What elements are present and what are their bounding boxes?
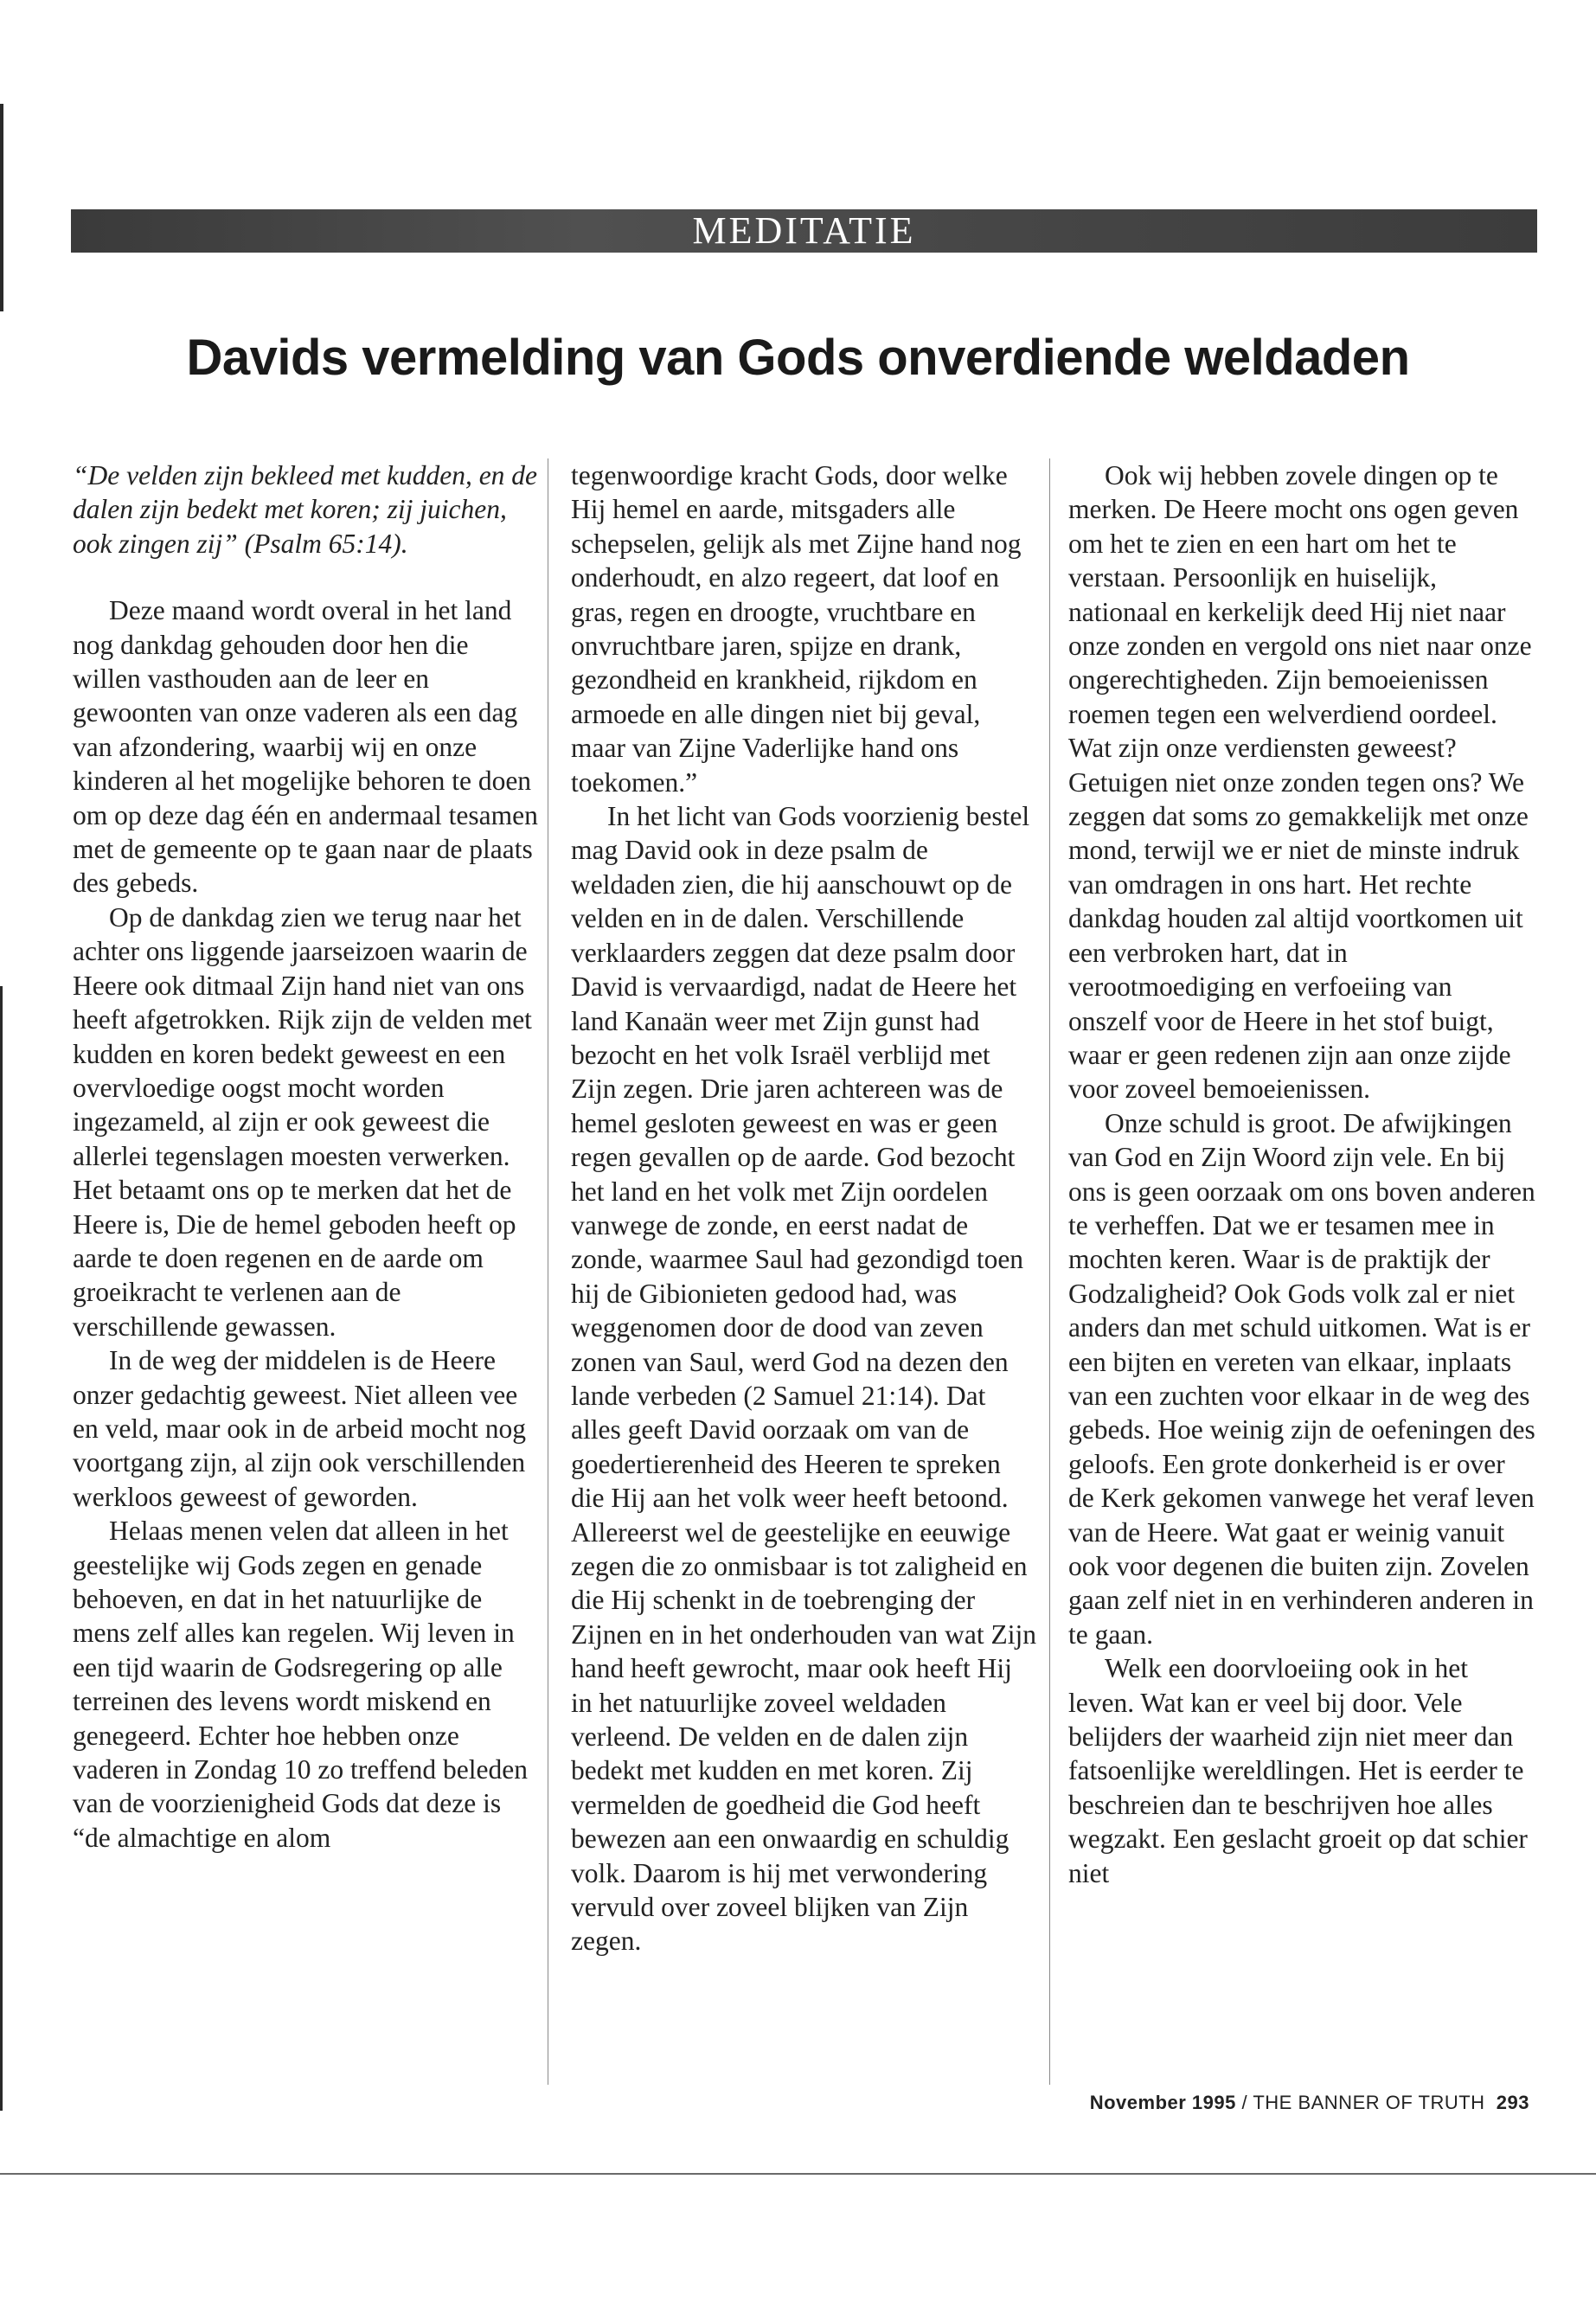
scan-edge-mark [0,986,3,2111]
paragraph: Helaas menen velen dat alleen in het geestelijke wij Gods zegen en genade behoeven, en dat in het natuurlijke de mens zelf alles kan regelen. Wij leven in een tijd waarin de Godsregering op alle terreinen des levens wordt miskend en genegeerd. Echter hoe hebben onze vaderen in Zondag 10 zo treffend beleden van de voorzienigheid Gods dat deze is “de almachtige en alom [73,1516,528,1853]
scan-edge-mark [0,104,3,311]
epigraph: “De velden zijn bekleed met kudden, en de dalen zijn bedekt met koren; zij juichen, ook zingen zij” (Psalm 65:14). [73,460,538,559]
page-number: 293 [1496,2092,1529,2113]
page-footer [1090,2092,1529,2114]
paragraph: Onze schuld is groot. De afwijkingen van God en Zijn Woord zijn vele. En bij ons is geen oorzaak om ons boven anderen te verheffen. Dat we er tesamen mee in mochten keren. Waar is de praktijk der Godzaligheid? Ook Gods volk zal er niet anders dan met schuld uitkomen. Wat is er een bijten en vereten van elkaar, inplaats van een zuchten voor elkaar in de weg des gebeds. Hoe weinig zijn de oefeningen des geloofs. Een grote donkerheid is er over de Kerk gekomen vanwege het veraf leven van de Heere. Wat gaat er weinig vanuit ook voor degenen die buiten zijn. Zovelen gaan zelf niet in en verhinderen anderen in te gaan. [1068,1107,1535,1650]
section-banner-label: MEDITATIE [692,209,916,252]
footer-publication: THE BANNER OF TRUTH [1253,2092,1485,2113]
article-title: Davids vermelding van Gods onverdiende weldaden [186,330,1410,386]
column-2 [571,458,1038,1958]
footer-date: November 1995 [1089,2092,1236,2113]
paragraph: Op de dankdag zien we terug naar het achter ons liggende jaarseizoen waarin de Heere ook ditmaal Zijn hand niet van ons heeft afgetrokken. Rijk zijn de velden met kudden en koren bedekt geweest en een overvloedige oogst mocht worden ingezameld, al zijn er ook geweest die allerlei tegenslagen moesten verwerken. Het betaamt ons op te merken dat het de Heere is, Die de hemel geboden heeft op aarde te doen regenen en de aarde om groeikracht te verlenen aan de verschillende gewassen. [73,901,532,1342]
paragraph: tegenwoordige kracht Gods, door welke Hij hemel en aarde, mitsgaders alle schepselen, gelijk als met Zijne hand nog onderhoudt, en alzo regeert, dat loof en gras, regen en droogte, vruchtbare en onvruchtbare jaren, spijze en drank, gezondheid en krankheid, rijkdom en armoede en alle dingen niet bij geval, maar van Zijne Vaderlijke hand ons toekomen.” [571,460,1022,798]
paragraph: In het licht van Gods voorzienig bestel mag David ook in deze psalm de weldaden zien, die hij aanschouwt op de velden en in de dalen. Verschillende verklaarders zeggen dat deze psalm door David is vervaardigd, nadat de Heere het land Kanaän weer met Zijn gunst had bezocht en het volk Israël verblijd met Zijn zegen. Drie jaren achtereen was de hemel gesloten geweest en was er geen regen gevallen op de aarde. God bezocht het land en het volk met Zijn oordelen vanwege de zonde, en eerst nadat de zonde, waarmee Saul had gezondigd toen hij de Gibionieten gedood had, was weggenomen door de dood van zeven zonen van Saul, werd God na dezen den lande verbeden (2 Samuel 21:14). Dat alles geeft David oorzaak om van de goedertierenheid des Heeren te spreken die Hij aan het volk weer heeft betoond. Allereerst wel de geestelijke en eeuwige zegen die zo onmisbaar is tot zaligheid en die Hij schenkt in de toebrenging der Zijnen en in het onderhouden van wat Zijn hand heeft gewrocht, maar ook heeft Hij in het natuurlijke zoveel weldaden verleend. De velden en de dalen zijn bedekt met kudden en met koren. Zij vermelden de goedheid die God heeft bewezen aan een onwaardig en schuldig volk. Daarom is hij met verwondering vervuld over zoveel blijken van Zijn zegen. [571,801,1036,1957]
bottom-rule [0,2173,1596,2175]
column-1 [73,458,540,1855]
column-3 [1068,458,1535,1890]
paragraph: In de weg der middelen is de Heere onzer gedachtig geweest. Niet alleen vee en veld, maar ook in de arbeid mocht nog voortgang zijn, al zijn ook verschillenden werkloos geweest of geworden. [73,1345,526,1512]
paragraph: Deze maand wordt overal in het land nog dankdag gehouden door hen die willen vasthouden aan de leer en gewoonten van onze vaderen als een dag van afzondering, waarbij wij en onze kinderen al het mogelijke behoren te doen om op deze dag één en andermaal tesamen met de gemeente op te gaan naar de plaats des gebeds. [73,595,538,899]
paragraph: Welk een doorvloeiing ook in het leven. Wat kan er veel bij door. Vele belijders der waarheid zijn niet meer dan fatsoenlijke wereldlingen. Het is eerder te beschreien dan te beschrijven hoe alles wegzakt. Een geslacht groeit op dat schier niet [1068,1653,1528,1888]
column-divider [1049,458,1050,2085]
section-banner [71,209,1537,253]
footer-separator: / [1235,2092,1253,2113]
paragraph: Ook wij hebben zovele dingen op te merken. De Heere mocht ons ogen geven om het te zien en een hart om het te verstaan. Persoonlijk en huiselijk, nationaal en kerkelijk deed Hij niet naar onze zonden en vergold ons niet naar onze ongerechtigheden. Zijn bemoeienissen roemen tegen een welverdiend oordeel. Wat zijn onze verdiensten geweest? Getuigen niet onze zonden tegen ons? We zeggen dat soms zo gemakkelijk met onze mond, terwijl we er niet de minste indruk van omdragen in ons hart. Het rechte dankdag houden zal altijd voortkomen uit een verbroken hart, dat in verootmoediging en verfoeiing van onszelf voor de Heere in het stof buigt, waar er geen redenen zijn aan onze zijde voor zoveel bemoeienissen. [1068,460,1532,1105]
